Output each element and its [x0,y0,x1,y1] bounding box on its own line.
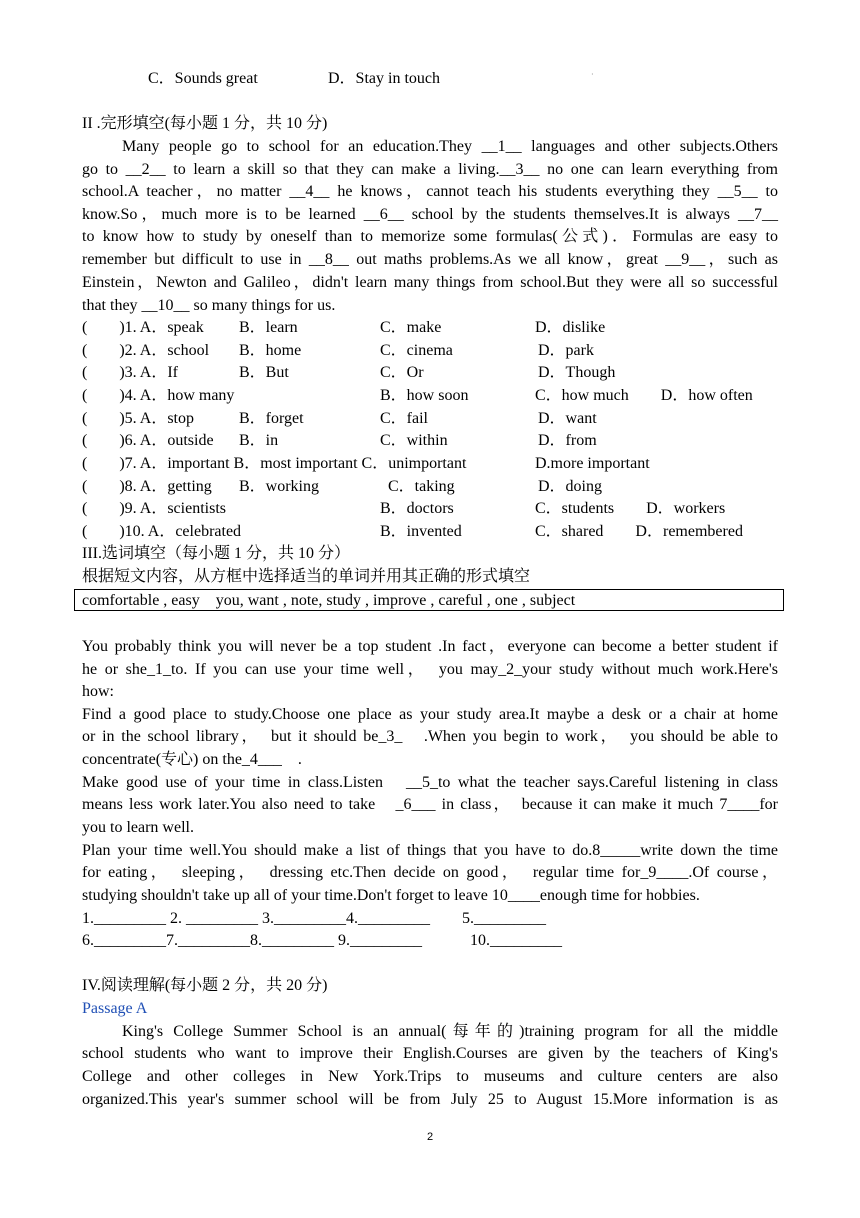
passage-line-10: Plan your time well.You should make a list of things that you have to do.8_____write down the time [82,842,778,859]
passage-line-4: Find a good place to study.Choose one place as your study area.It maybe a desk or a chair at home [82,706,778,723]
prev-question-options [82,68,782,91]
word-box: comfortable , easy you, want , note, study , improve , careful , one , subject [74,589,784,611]
stray-mark: · [591,70,594,79]
question-row: ( )3. A．If B．But C．Or D．Though [82,364,616,381]
passage-line-1: You probably think you will never be a top student .In fact，everyone can become a better student if [82,638,778,655]
passage-line-7: Make good use of your time in class.Listen __5_to what the teacher says.Careful listening in class [82,774,778,791]
cloze-line-4: know.So，much more is to be learned __6__ school by the students themselves.It is always __7__ [82,206,778,223]
passage-line-6: concentrate(专心) on the_4___ . [82,751,302,768]
section-4-title: IV.阅读理解(每小题 2 分，共 20 分) [82,977,328,994]
question-row: ( )10. A．celebrated B．invented C．shared D．remembered [82,523,743,540]
cloze-line-2: go to __2__ to learn a skill so that they can make a living.__3__ no one can learn everything from [82,161,778,178]
section-2-title: II .完形填空(每小题 1 分，共 10 分) [82,115,328,132]
question-row: ( )9. A．scientists B．doctors C．students D．workers [82,500,726,517]
passage-line-5: or in the school library， but it should be_3_ .When you begin to work， you should be able to [82,728,778,745]
page-number: 2 [426,1131,434,1143]
option-c: C．Sounds great [148,70,258,87]
passage-line-12: studying shouldn't take up all of your time.Don't forget to leave 10____enough time for hobbies. [82,887,700,904]
cloze-line-7: Einstein，Newton and Galileo，didn't learn many things from school.But they were all so successful [82,274,778,291]
answer-blanks-row-2[interactable]: 6._________7._________8._________ 9._________ 10._________ [82,932,563,949]
question-row: ( )5. A．stop B．forget C．fail D．want [82,410,597,427]
question-row: ( )8. A．getting B．working C．taking D．doing [82,478,603,495]
question-row: ( )7. A．important B．most important C．unimportant D.more important [82,455,650,472]
question-row: ( )4. A．how many B．how soon C．how much D．how often [82,387,753,404]
cloze-line-3: school.A teacher，no matter __4__ he knows，cannot teach his students everything they __5__ to [82,183,778,200]
cloze-line-5: to know how to study by oneself than to memorize some formulas(公式)．Formulas are easy to [82,228,778,245]
section-3-title: III.选词填空（每小题 1 分，共 10 分） [82,545,350,562]
cloze-line-1: Many people go to school for an education.They __1__ languages and other subjects.Others [122,138,778,155]
question-row: ( )1. A．speak B．learn C．make D．dislike [82,319,606,336]
answer-blanks-row-1[interactable]: 1._________ 2. _________ 3._________4._________ 5._________ [82,910,547,927]
passage-line-11: for eating， sleeping， dressing etc.Then decide on good， regular time for_9____.Of course， [82,864,778,881]
question-row: ( )6. A．outside B．in C．within D．from [82,432,597,449]
cloze-line-6: remember but difficult to use in __8__ out maths problems.As we all know，great __9__，such as [82,251,779,268]
passage-line-3: how: [82,683,114,700]
reading-line-2: school students who want to improve their English.Courses are given by the teachers of King's [82,1045,778,1062]
reading-line-4: organized.This year's summer school will be from July 25 to August 15.More information is as [82,1091,778,1108]
reading-line-3: College and other colleges in New York.Trips to museums and culture centers are also [82,1068,778,1085]
passage-line-2: he or she_1_to. If you can use your time well， you may_2_your study without much work.Here's [82,661,778,678]
cloze-line-8: that they __10__ so many things for us. [82,297,336,314]
section-3-instruction: 根据短文内容，从方框中选择适当的单词并用其正确的形式填空 [82,568,531,585]
passage-line-9: you to learn well. [82,819,194,836]
reading-line-1: King's College Summer School is an annual(每年的)training program for all the middle [122,1023,778,1040]
passage-a-label: Passage A [82,1000,148,1017]
question-row: ( )2. A．school B．home C．cinema D．park [82,342,594,359]
option-d: D．Stay in touch [328,70,440,87]
passage-line-8: means less work later.You also need to take _6___ in class， because it can make it much 7____for [82,796,778,813]
